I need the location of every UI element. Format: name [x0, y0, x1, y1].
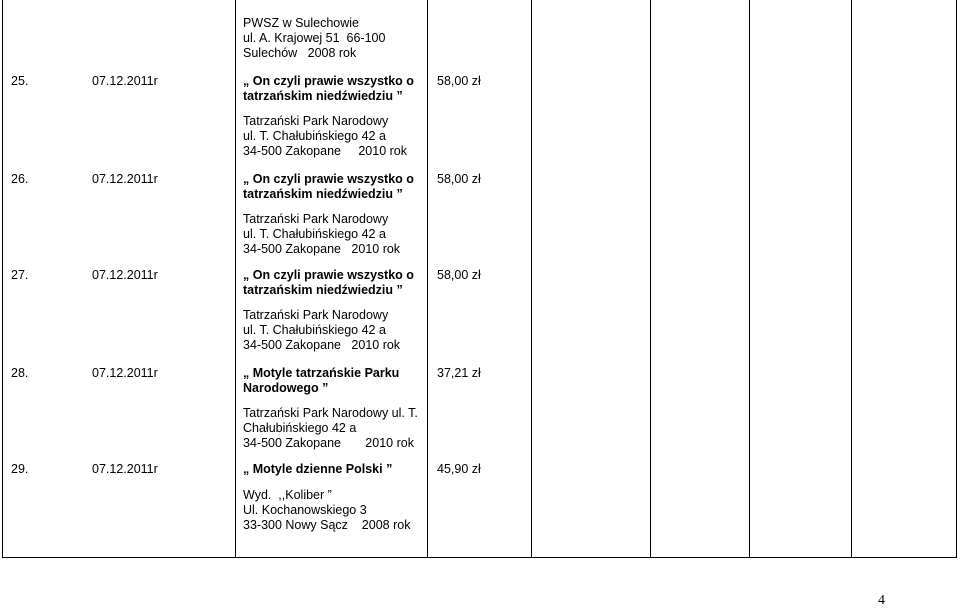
- row-address: ul. T. Chałubińskiego 42 a: [243, 129, 386, 143]
- row-number: 28.: [11, 366, 29, 380]
- header-line: PWSZ w Sulechowie: [243, 16, 360, 30]
- row-title: „ On czyli prawie wszystko o: [243, 74, 414, 88]
- row-number: 25.: [11, 74, 29, 88]
- row-title: Narodowego ”: [243, 381, 329, 395]
- column-divider: [650, 0, 651, 557]
- row-address: 34-500 Zakopane 2010 rok: [243, 144, 408, 158]
- row-address: Ul. Kochanowskiego 3: [243, 503, 367, 517]
- row-number: 27.: [11, 268, 29, 282]
- column-divider: [531, 0, 532, 557]
- column-divider: [749, 0, 750, 557]
- row-address: ul. T. Chałubińskiego 42 a: [243, 227, 386, 241]
- page-number: 4: [878, 593, 885, 608]
- row-title: „ Motyle tatrzańskie Parku: [243, 366, 400, 380]
- row-address: Tatrzański Park Narodowy: [243, 308, 389, 322]
- row-number: 29.: [11, 462, 29, 476]
- row-date: 07.12.2011r: [92, 268, 158, 282]
- row-number: 26.: [11, 172, 29, 186]
- row-address: Chałubińskiego 42 a: [243, 421, 357, 435]
- row-price: 58,00 zł: [437, 172, 481, 186]
- row-price: 45,90 zł: [437, 462, 481, 476]
- row-address: ul. T. Chałubińskiego 42 a: [243, 323, 386, 337]
- row-date: 07.12.2011r: [92, 462, 158, 476]
- row-title: tatrzańskim niedźwiedziu ”: [243, 187, 403, 201]
- row-title: tatrzańskim niedźwiedziu ”: [243, 283, 403, 297]
- row-address: Tatrzański Park Narodowy: [243, 212, 389, 226]
- row-address: Tatrzański Park Narodowy: [243, 114, 389, 128]
- column-divider: [235, 0, 236, 557]
- header-line: ul. A. Krajowej 51 66-100: [243, 31, 386, 45]
- row-title: tatrzańskim niedźwiedziu ”: [243, 89, 403, 103]
- column-divider: [427, 0, 428, 557]
- row-address: 34-500 Zakopane 2010 rok: [243, 338, 401, 352]
- row-date: 07.12.2011r: [92, 74, 158, 88]
- row-price: 58,00 zł: [437, 74, 481, 88]
- row-address: Wyd. ,,Koliber ”: [243, 488, 332, 502]
- row-title: „ On czyli prawie wszystko o: [243, 268, 414, 282]
- row-title: „ On czyli prawie wszystko o: [243, 172, 414, 186]
- row-date: 07.12.2011r: [92, 172, 158, 186]
- row-address: Tatrzański Park Narodowy ul. T.: [243, 406, 418, 420]
- row-price: 37,21 zł: [437, 366, 481, 380]
- column-divider: [851, 0, 852, 557]
- row-address: 34-500 Zakopane 2010 rok: [243, 436, 414, 450]
- row-address: 34-500 Zakopane 2010 rok: [243, 242, 401, 256]
- row-date: 07.12.2011r: [92, 366, 158, 380]
- header-line: Sulechów 2008 rok: [243, 46, 357, 60]
- row-price: 58,00 zł: [437, 268, 481, 282]
- row-title: „ Motyle dzienne Polski ”: [243, 462, 393, 476]
- row-address: 33-300 Nowy Sącz 2008 rok: [243, 518, 411, 532]
